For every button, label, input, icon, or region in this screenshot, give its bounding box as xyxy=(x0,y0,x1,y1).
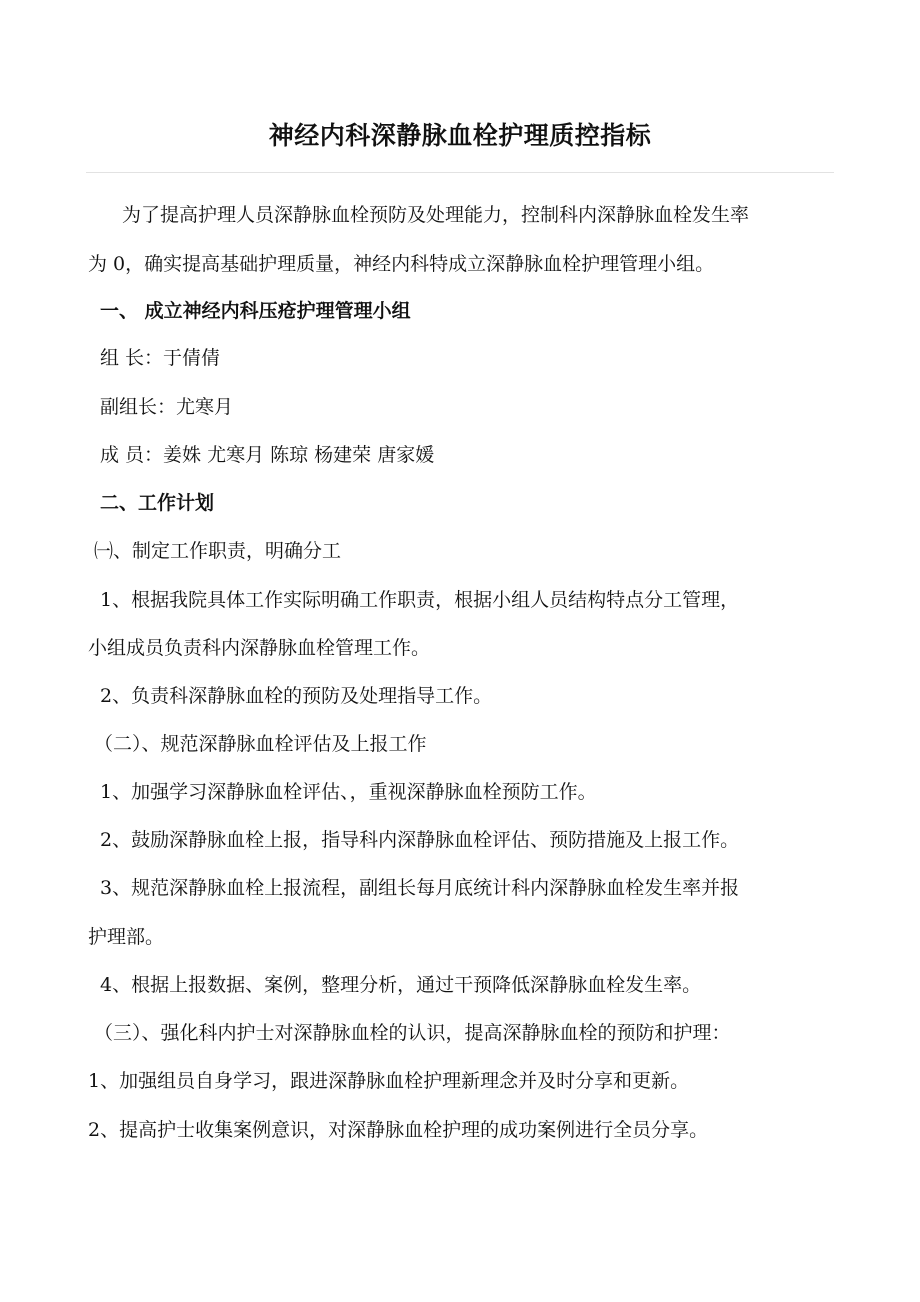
title-divider xyxy=(86,172,834,173)
intro-line-2: 为 0，确实提高基础护理质量，神经内科特成立深静脉血栓护理管理小组。 xyxy=(88,253,715,275)
part-1-heading: ㈠、制定工作职责，明确分工 xyxy=(94,540,342,562)
group-members: 成 员：姜姝 尤寒月 陈琼 杨建荣 唐家媛 xyxy=(100,444,435,466)
part-2-item-3-line-1: 3、规范深静脉血栓上报流程，副组长每月底统计科内深静脉血栓发生率并报 xyxy=(100,877,740,899)
part-3-item-2: 2、提高护士收集案例意识，对深静脉血栓护理的成功案例进行全员分享。 xyxy=(88,1119,709,1141)
part-2-item-1: 1、加强学习深静脉血栓评估、，重视深静脉血栓预防工作。 xyxy=(100,781,597,803)
part-3-heading: （三）、强化科内护士对深静脉血栓的认识，提高深静脉血栓的预防和护理： xyxy=(94,1022,731,1044)
part-1-item-2: 2、负责科深静脉血栓的预防及处理指导工作。 xyxy=(100,685,493,707)
part-2-heading: （二）、规范深静脉血栓评估及上报工作 xyxy=(94,733,427,755)
part-2-item-2: 2、鼓励深静脉血栓上报，指导科内深静脉血栓评估、预防措施及上报工作。 xyxy=(100,829,740,851)
part-1-item-1-line-1: 1、根据我院具体工作实际明确工作职责，根据小组人员结构特点分工管理， xyxy=(100,589,740,611)
part-3-item-1: 1、加强组员自身学习，跟进深静脉血栓护理新理念并及时分享和更新。 xyxy=(88,1070,690,1092)
section-2-heading: 二、工作计划 xyxy=(100,492,215,514)
part-1-item-1-line-2: 小组成员负责科内深静脉血栓管理工作。 xyxy=(88,637,431,659)
group-leader: 组 长：于倩倩 xyxy=(100,347,221,369)
deputy-leader: 副组长：尤寒月 xyxy=(100,396,234,418)
document-title: 神经内科深静脉血栓护理质控指标 xyxy=(268,121,652,150)
intro-line-1: 为了提高护理人员深静脉血栓预防及处理能力，控制科内深静脉血栓发生率 xyxy=(122,204,750,226)
part-2-item-4: 4、根据上报数据、案例，整理分析，通过干预降低深静脉血栓发生率。 xyxy=(100,974,702,996)
section-1-heading: 一、 成立神经内科压疮护理管理小组 xyxy=(100,300,411,322)
part-2-item-3-line-2: 护理部。 xyxy=(88,926,165,948)
